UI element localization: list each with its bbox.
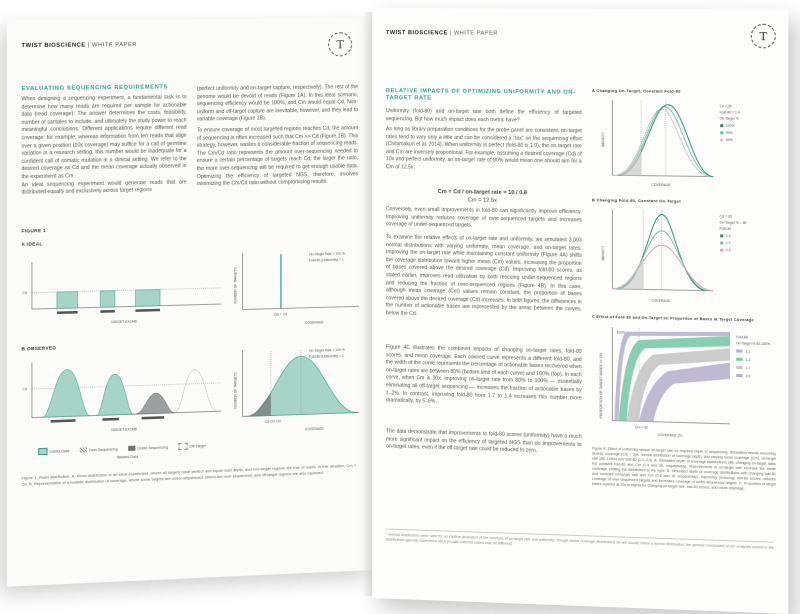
annot-a-line1: On-Target Rate = 100 % [309,251,345,257]
fig4a-chart [590,94,776,194]
fig4c-leg-11: 1.1 [745,349,751,354]
observed-exome-plot [19,350,225,442]
right-header: TWIST BIOSCIENCE | WHITE PAPER [385,30,498,37]
footnote: * Normal distributions were used for an intuitive illustration of the concepts of on-target rate and uniformity. Though actual coverage distributions do not usually follow a normal distribution, the general conclusions of our analyses extend to the distributions typically observed in NGS (results collected values may be different). [385,532,774,550]
left-col1 [21,94,186,197]
ideal-bar [57,292,78,309]
number-of-targets-b: NUMBER OF TARGETS [233,372,238,409]
twist-logo-icon [328,32,352,56]
fig4a-leg-90: 90% [725,130,733,135]
right-para3: Conversely, even small improvements in fold-80 can significantly improve efficiency. Improving uniformity reduces coverage of over-sequenced targets and increases coverage of under-sequenced targets. [385,206,582,229]
annot-b-line2: Fold-80 (Uniformity) > 1 [309,353,344,359]
right-para5: Figure 4C illustrates the combined impacts of changing on-target rates, fold-80 scores, and mean coverage. Each colored curve represents a different fold-80, and the width of the curve represents the percentage of actionable bases recovered when on-target rates are between 80% (bottom limit of each curve) and 100% (top). In each curve, when Cm is 30x, improving on-target rate from 80% to 100% — essentially eliminating all off-target sequencing — increases the fraction of actionable bases by 1–2%. In contrast, improving fold-80 from 1.7 to 1.4 increases this number more dramatically, by 5–6%. [385,344,582,405]
right-page [372,8,788,614]
fig4b-xlabel: COVERAGE [651,298,671,304]
fig4b-chart [590,203,776,312]
ideal-bar [100,291,114,308]
fig4b-ontarget: On-Target % = 80 [719,220,747,226]
doc-type-right: WHITE PAPER [453,30,498,37]
fig4c-legend-sub: On-Target % 80-100% [736,341,771,347]
left-col2-para2: To ensure coverage of most targeted regions reaches Cd, the amount of sequencing is often increased such that Cm >> Cd (Figure 1B). This strategy, however, wastes a considerable fraction of sequencing reads. The Cm/Cd ratio represents the amount over-sequencing needed to ensure a certain percentage of targets reach Cd; the larger the ratio, the more over-sequencing will be required to get enough usable data. Optimizing the efficiency of targeted NGS, therefore, involves minimizing the Cm/Cd ratio without compromising results. [196,125,359,188]
fig4a-curve-80 [614,108,711,176]
cm-eq-cd-label: Cm = Cd [273,312,288,317]
figure-1-legend [38,442,205,455]
under-sequenced-peak [135,392,174,414]
left-col2 [197,84,358,189]
section-title-relative-impacts: RELATIVE IMPACTS OF OPTIMIZING UNIFORMITY AND ON-TARGET RATE [385,88,576,102]
coverage-label-a: COVERAGE [305,320,324,325]
logo-letter: T [336,37,344,51]
figure-1-caption: Figure 1. Read distribution. A. Read distribution in an ideal experiment, where all targets have perfect and equal read depth, and non-target regions are free of reads. In this situation, Cm = Cd. B. Representative of a realistic distribution of coverage, where some targets are under-sequenced, others are over-sequenced, and off-target regions are also captured. [21,462,357,487]
doc-type: WHITE PAPER [91,42,137,49]
coverage-label-b: COVERAGE [305,426,324,432]
cd-label-b: Cd [22,387,27,392]
target-marker [100,310,114,313]
fig4a-ylabel: DENSITY [601,132,606,147]
observed-peak [42,369,90,418]
fig4c-chart [586,323,782,446]
fig4a-leg-80: 80% [725,137,733,143]
figure-4-caption: Figure 4. Effect of uniformity versus on-target rate on required depth of sequencing. Simulation results assuming desired coverage (Cd) = 30x, normal distribution of coverage depth, and varying mean coverage (Cm), on-target rate (80–100%) and fold-80 (1.1–2.0). A. Simulated depth of coverage distributions with changing on-target rates but constant fold-80 and Cm (1.4 and 30, respectively). Improvements in on-target rate increase the mean coverage, shifting the distribution to the right. B. Simulated depth of coverage distributions with changing fold-80 and constant on-target rate and Cm (0.8 and 30 respectively). Improving (reducing) fold-80 scores reduces coverage of over-sequenced targets and increases coverage of under-sequenced targets. C. Proportion of target bases covered at 10x or higher for changing on-target rate, fold-80 scores, and mean coverage. [591,446,776,491]
right-para1: Uniformity (fold-80) and on-target rate both define the efficiency of targeted sequencing. But how much impact does each metric have? [385,108,582,124]
ideal-bar [135,289,160,306]
fig4b-leg-20: 2.0 [725,248,731,253]
legend-under: Under-Sequencing [128,444,168,451]
target-exome-label-b: TARGET EXOME [110,427,138,433]
observed-peak [96,373,133,415]
fig4a-xlabel: COVERAGE [651,182,671,188]
legend-over: Over-Sequencing [79,446,117,452]
fig4b-leg-17: 1.7 [725,241,731,246]
panel-b-label: B OBSERVED [21,345,57,352]
fig4c-title: C Effect of Fold-80 and On-Target on Proportion of Bases at Target Coverage [591,314,754,323]
fig4b-legend-title: Fold-80 [719,226,732,231]
fig4b-ylabel: DENSITY [601,245,606,261]
right-para6: The data demonstrate that improvements to fold-80 scores (uniformity) have a much more significant impact on the efficiency of targeted NGS than do improvements to on-target rates, even if the off-target rate could be reduced to zero. [385,428,582,455]
fig4c-leg-17: 1.7 [745,366,751,371]
ideal-exome-plot [19,247,225,334]
fig4c-leg-20: 2.0 [745,374,751,379]
annot-a-line2: Fold-80 (Uniformity) = 1 [309,257,344,263]
fig4c-ylabel: PROPORTION OF TARGET BASES >= 10X [599,352,604,419]
left-page [7,18,372,587]
ideal-histogram [228,244,369,338]
cd-label-a: Cd [22,290,27,295]
left-header: TWIST BIOSCIENCE | WHITE PAPER [21,42,137,50]
target-marker [57,311,78,314]
fig4a-fold: Fold-80 = 1.4 [719,110,740,115]
fig4c-100pct: 100% [616,330,626,335]
wasted-data-label: Wasted Data [116,454,139,460]
left-col2-para1: (perfect uniformity and on-target capture, respectively). The rest of the genome would be devoid of reads (Figure 1A). In this ideal scenario, sequencing efficiency would be 100%, and Cm would equal Cd. Non-uniform and off-target capture are inevitable, however, and they lead to variable coverage (Figure 1B). [196,84,359,123]
panel-a-label: A IDEAL [21,241,43,247]
logo-letter-right: T [759,29,768,43]
right-para4: To examine the relative effects of on-target rate and uniformity, we simulated 3,003 normal distributions with varying uniformity, mean coverage, and on-target rates. Improving the on-target rate while maintaining constant uniformity (Figure 4A) shifts the coverage distribution toward higher mean (Cm) values, increasing the proportion of bases covered above the desired coverage (Cd). Improving fold-80 scores, as stated earlier, improves read utilization by both rescuing under-sequenced regions and reducing the fraction of over-sequenced regions (Figure 4B). In this case, although mean coverage (Cm) values remain constant, the proportion of bases covered above the desired coverage (Cd) increases. In both figures, the differences in the number of actionable bases are represented by the areas between the curves, below the Cd. [385,234,582,317]
annot-b-line1: On-Target Rate < 100 % [309,347,345,353]
off-target-peak [174,369,217,413]
twist-logo-icon-right [751,24,776,49]
brand-name: TWIST BIOSCIENCE [21,42,86,50]
left-col1-para2: An ideal sequencing experiment would generate reads that are distributed equally and exclusively across target regions [21,178,187,196]
section-title-evaluating: EVALUATING SEQUENCING REQUIREMENTS [21,84,168,93]
figure-1-label: FIGURE 1 [21,227,47,234]
cd-cm-row: Cd Cm Cm [264,419,282,424]
brand-name-right: TWIST BIOSCIENCE [385,30,448,37]
left-col1-para1: When designing a sequencing experiment, a fundamental task is to determine how many reads are required per sample for actionable data (read coverage). The answer determines the costs, feasibility, number of samples to include, and ultimately the study power to reach meaningful conclusions. Different applications require different read coverage: for example, whereas information from ten reads that align over a given position (10x coverage) may suffice for a call of germline variation in a research setting, this number would be inadequate for a confident call of somatic mutation in a clinical setting. We refer to the desired coverage as Cd and the mean coverage actually observed in the experiment as Cm. [21,94,187,181]
fig4c-xlabel: COVERAGE (X) [657,433,683,438]
under-sequenced-tail [247,393,271,416]
fig4a-legend-title: On-Target % [719,116,739,121]
target-marker [135,309,160,312]
observed-histogram [228,340,369,441]
fig4c-leg-14: 1.4 [745,357,751,363]
legend-off: Off-Target [178,442,205,450]
fig4b-title: B Changing Fold-80, Constant On-Target [591,197,681,204]
fig4c-cm30: Cm = 30 [634,425,648,430]
number-of-targets-a: NUMBER OF TARGETS [233,267,238,304]
target-exome-label-a: TARGET EXOME [110,319,138,325]
equation-1: Cm = Cd / on-target rate = 10 / 0.8 [437,188,528,197]
fig4b-cd: Cd = 30 [719,214,732,219]
fig4b-leg-14: 1.4 [725,233,731,239]
fig4a-leg-100: 100% [725,123,735,128]
legend-useful: Useful Data [38,447,69,455]
fig4a-title: A Changing On-Target, Constant Fold-80 [591,87,681,94]
fig4c-legend-title: Fold-80 [736,335,748,340]
right-para2: As long as library preparation conditions for the probe panel are consistent, on-target rates tend to vary only a little and can be considered a "tax" on the sequencing effort (Chilamakuri et al. 2014). When uniformity is perfect (fold-80 is 1.0), the on-target rate and Cm are inversely proportional. For example, assuming a desired coverage (Cd) of 10x and perfect uniformity, an on-target rate of 80% would mean one should aim for a Cm of 12.5x: [385,126,582,171]
equation-2: Cm = 12.5x [467,197,497,204]
fig4a-cd: Cd = 30 [719,104,732,109]
